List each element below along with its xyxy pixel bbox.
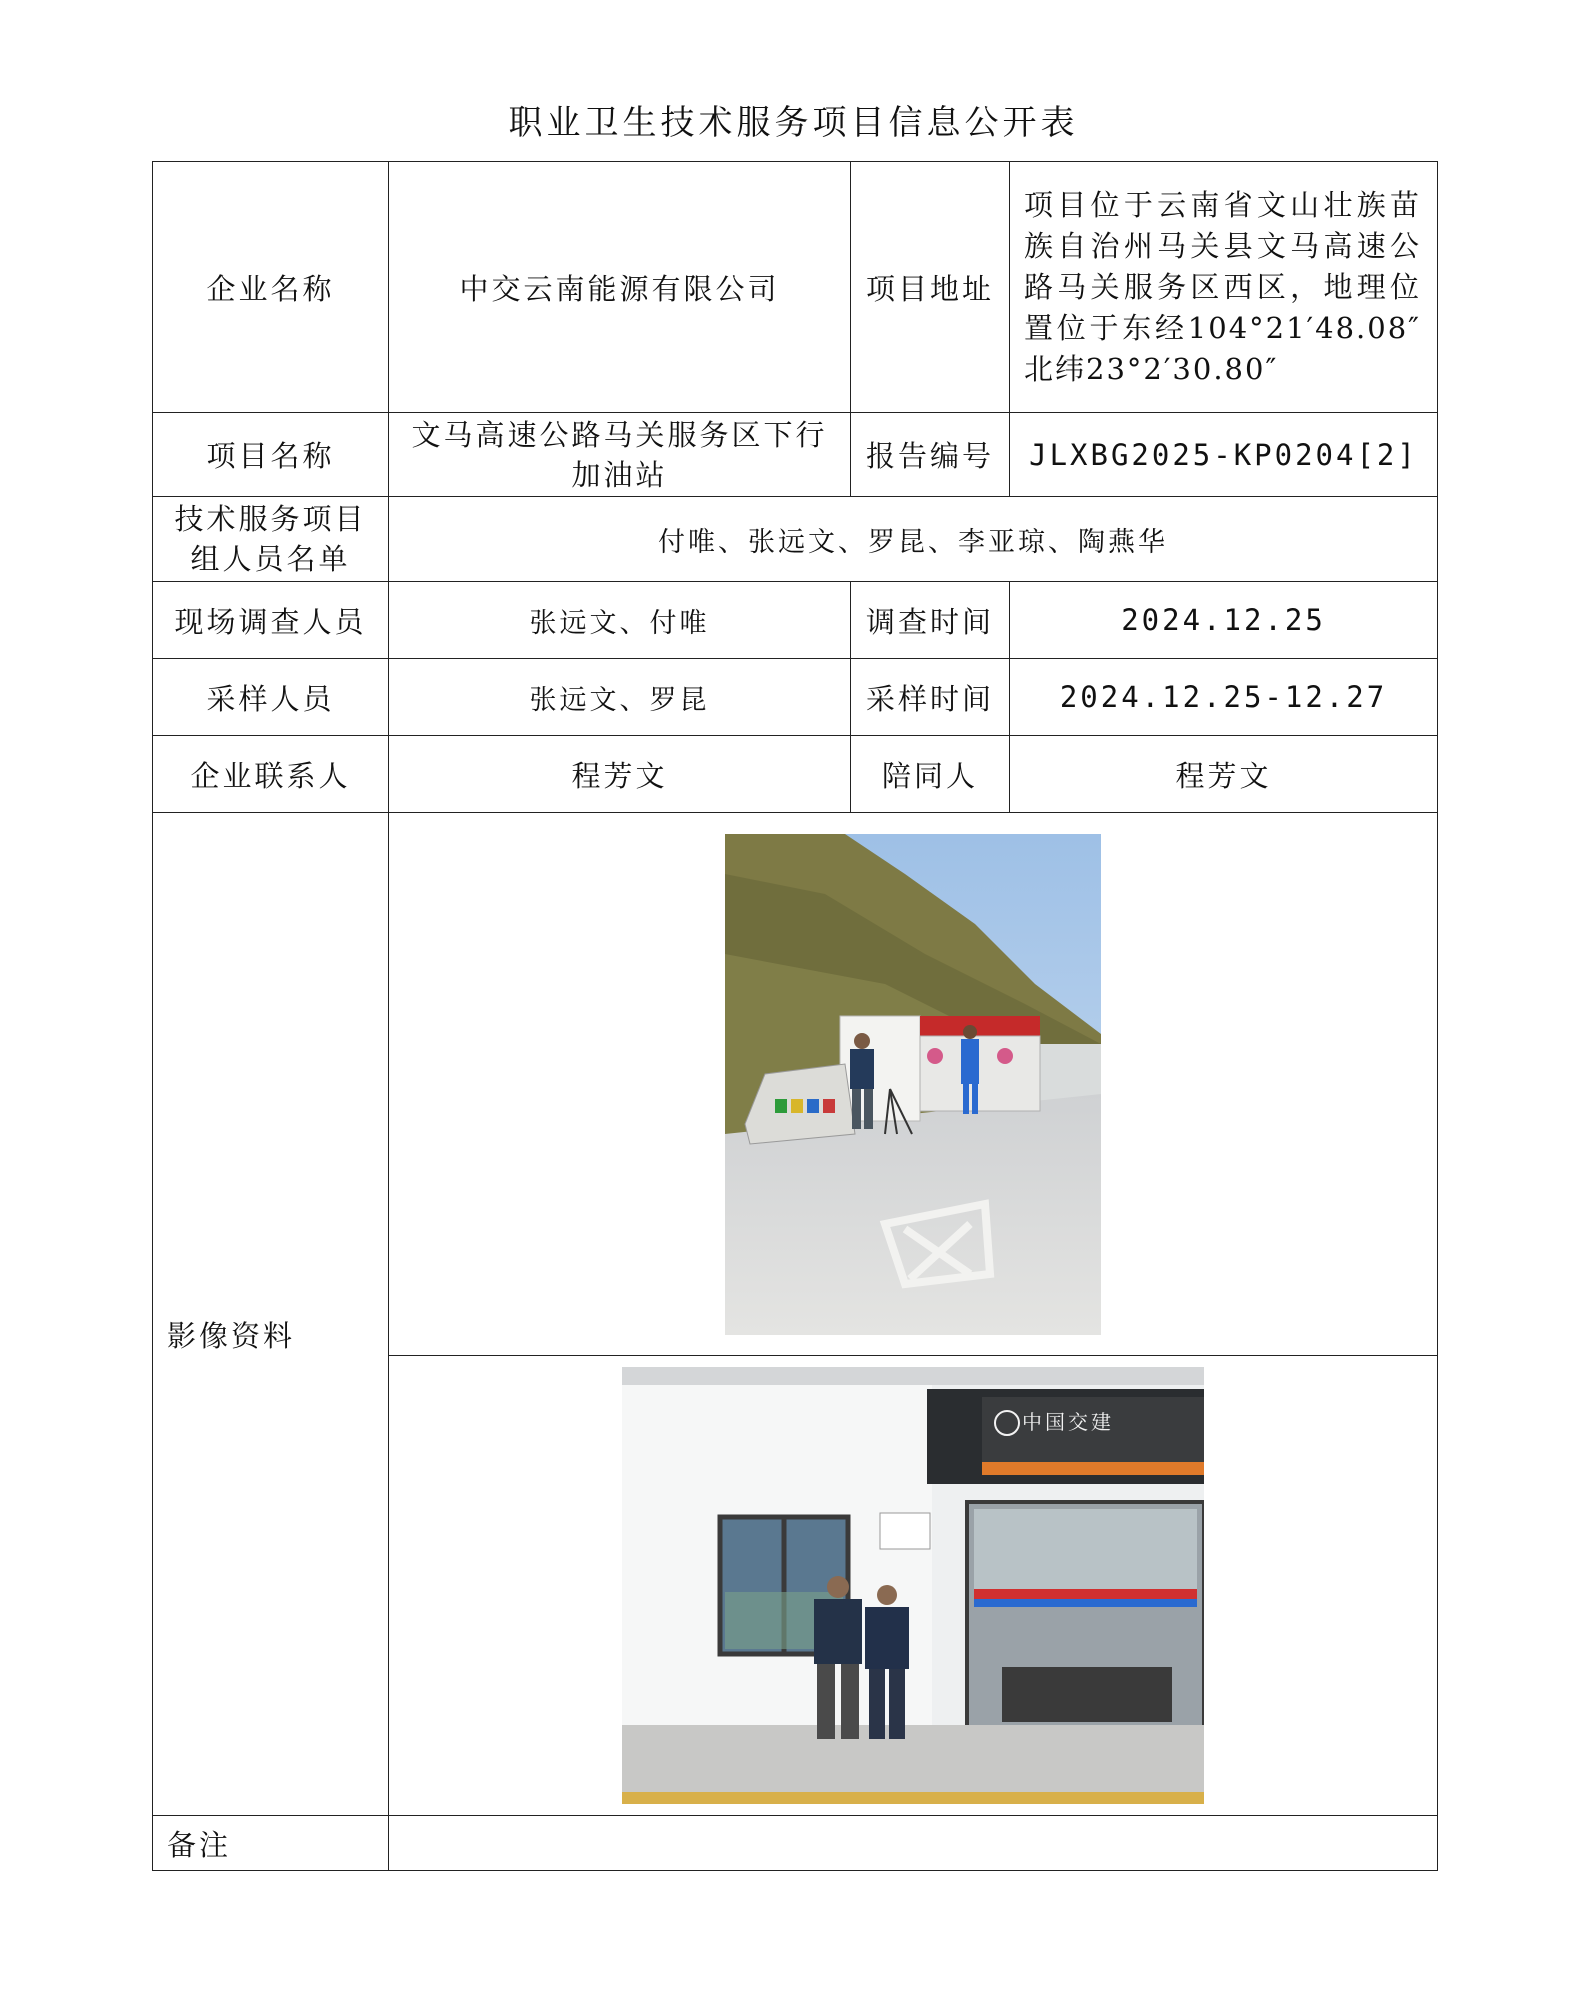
survey-people-value: 张远文、付唯: [389, 582, 851, 659]
report-label: 报告编号: [851, 413, 1010, 497]
table-row: [153, 813, 1438, 1356]
table-row: [153, 736, 1438, 813]
site-photo-entrance: [622, 1367, 1204, 1804]
table-row: [153, 497, 1438, 582]
table-row: [153, 582, 1438, 659]
project-value: 文马高速公路马关服务区下行加油站: [389, 413, 851, 497]
survey-people-label: 现场调查人员: [153, 582, 389, 659]
address-label: 项目地址: [851, 162, 1010, 413]
info-table: [152, 161, 1438, 1871]
sampling-people-value: 张远文、罗昆: [389, 659, 851, 736]
company-value: 中交云南能源有限公司: [389, 162, 851, 413]
project-label: 项目名称: [153, 413, 389, 497]
table-row: [153, 413, 1438, 497]
sign-text: 中国交建: [1022, 1410, 1114, 1434]
photo-cell-2: [389, 1356, 1438, 1816]
contact-label: 企业联系人: [153, 736, 389, 813]
table-row: [153, 659, 1438, 736]
sampling-people-label: 采样人员: [153, 659, 389, 736]
team-value: 付唯、张远文、罗昆、李亚琼、陶燕华: [389, 497, 1438, 582]
survey-time-label: 调查时间: [851, 582, 1010, 659]
contact-value: 程芳文: [389, 736, 851, 813]
team-label: 技术服务项目组人员名单: [153, 497, 389, 582]
report-value: JLXBG2025-KP0204[2]: [1010, 413, 1438, 497]
sampling-time-value: 2024.12.25-12.27: [1010, 659, 1438, 736]
remarks-value: [389, 1816, 1438, 1871]
page-title: 职业卫生技术服务项目信息公开表: [508, 103, 1079, 143]
survey-time-value: 2024.12.25: [1010, 582, 1438, 659]
images-label: 影像资料: [153, 813, 389, 1816]
escort-value: 程芳文: [1010, 736, 1438, 813]
company-label: 企业名称: [153, 162, 389, 413]
escort-label: 陪同人: [851, 736, 1010, 813]
site-photo-survey: [725, 834, 1101, 1335]
address-value: 项目位于云南省文山壮族苗族自治州马关县文马高速公路马关服务区西区，地理位置位于东经104°21′48.08″北纬23°2′30.80″: [1010, 162, 1438, 413]
table-row: [153, 162, 1438, 413]
remarks-label: 备注: [153, 1816, 389, 1871]
sampling-time-label: 采样时间: [851, 659, 1010, 736]
table-row: [153, 1816, 1438, 1871]
photo-cell-1: [389, 813, 1438, 1356]
